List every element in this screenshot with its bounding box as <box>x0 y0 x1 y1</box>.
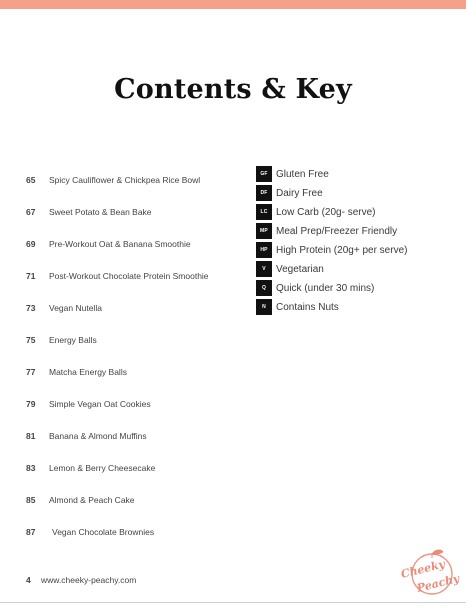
toc-page-number: 79 <box>26 399 36 409</box>
key-label: Vegetarian <box>276 263 324 275</box>
key-label: Quick (under 30 mins) <box>276 282 375 294</box>
toc-recipe-title: Energy Balls <box>49 335 97 345</box>
key-label: Meal Prep/Freezer Friendly <box>276 225 398 237</box>
toc-recipe-title: Matcha Energy Balls <box>49 367 127 377</box>
toc-recipe-title: Vegan Nutella <box>49 303 102 313</box>
toc-recipe-title: Spicy Cauliflower & Chickpea Rice Bowl <box>49 175 201 185</box>
logo-word-cheeky: Cheeky <box>399 557 447 581</box>
logo-word-peachy: Peachy <box>415 571 461 595</box>
toc-item[interactable] <box>26 330 97 350</box>
page-title: Contents & Key <box>114 74 352 105</box>
toc-page-number: 69 <box>26 239 36 249</box>
toc-page-number: 77 <box>26 367 36 377</box>
key-badge: LC <box>256 204 272 220</box>
key-item <box>256 242 456 258</box>
key-label: Dairy Free <box>276 187 323 199</box>
toc-page-number: 65 <box>26 175 36 185</box>
bottom-divider <box>0 602 466 603</box>
toc-recipe-title: Post-Workout Chocolate Protein Smoothie <box>49 271 209 281</box>
key-item <box>256 185 456 201</box>
key-item <box>256 261 456 277</box>
toc-page-number: 73 <box>26 303 36 313</box>
key-badge: V <box>256 261 272 277</box>
brand-logo <box>394 548 466 600</box>
key-item <box>256 166 456 182</box>
toc-item[interactable] <box>26 522 154 542</box>
toc-recipe-title: Banana & Almond Muffins <box>49 431 147 441</box>
toc-recipe-title: Vegan Chocolate Brownies <box>52 527 155 537</box>
toc-item[interactable] <box>26 298 102 318</box>
key-label: Gluten Free <box>276 168 329 180</box>
toc-item[interactable] <box>26 426 147 446</box>
toc-recipe-title: Simple Vegan Oat Cookies <box>49 399 151 409</box>
key-badge: GF <box>256 166 272 182</box>
footer-url[interactable]: www.cheeky-peachy.com <box>41 575 137 585</box>
key-label: Low Carb (20g- serve) <box>276 206 376 218</box>
key-badge: MP <box>256 223 272 239</box>
footer-page-number: 4 <box>26 575 31 585</box>
key-item <box>256 280 456 296</box>
key-label: Contains Nuts <box>276 301 339 313</box>
toc-page-number: 81 <box>26 431 36 441</box>
toc-recipe-title: Lemon & Berry Cheesecake <box>49 463 156 473</box>
toc-item[interactable] <box>26 170 200 190</box>
toc-recipe-title: Pre-Workout Oat & Banana Smoothie <box>49 239 191 249</box>
key-item <box>256 223 456 239</box>
key-list <box>256 166 456 318</box>
key-badge: HP <box>256 242 272 258</box>
key-label: High Protein (20g+ per serve) <box>276 244 408 256</box>
key-badge: Q <box>256 280 272 296</box>
key-badge: N <box>256 299 272 315</box>
toc-item[interactable] <box>26 202 152 222</box>
toc-page-number: 85 <box>26 495 36 505</box>
toc-page-number: 83 <box>26 463 36 473</box>
toc-item[interactable] <box>26 234 191 254</box>
toc-recipe-title: Sweet Potato & Bean Bake <box>49 207 152 217</box>
toc-item[interactable] <box>26 458 155 478</box>
key-item <box>256 299 456 315</box>
key-item <box>256 204 456 220</box>
toc-page-number: 71 <box>26 271 36 281</box>
toc-item[interactable] <box>26 266 209 286</box>
toc-item[interactable] <box>26 362 127 382</box>
toc-page-number: 67 <box>26 207 36 217</box>
key-badge: DF <box>256 185 272 201</box>
toc-item[interactable] <box>26 394 151 414</box>
top-accent-bar <box>0 0 466 9</box>
toc-page-number: 87 <box>26 527 36 537</box>
toc-page-number: 75 <box>26 335 36 345</box>
toc-recipe-title: Almond & Peach Cake <box>49 495 135 505</box>
toc-item[interactable] <box>26 490 135 510</box>
